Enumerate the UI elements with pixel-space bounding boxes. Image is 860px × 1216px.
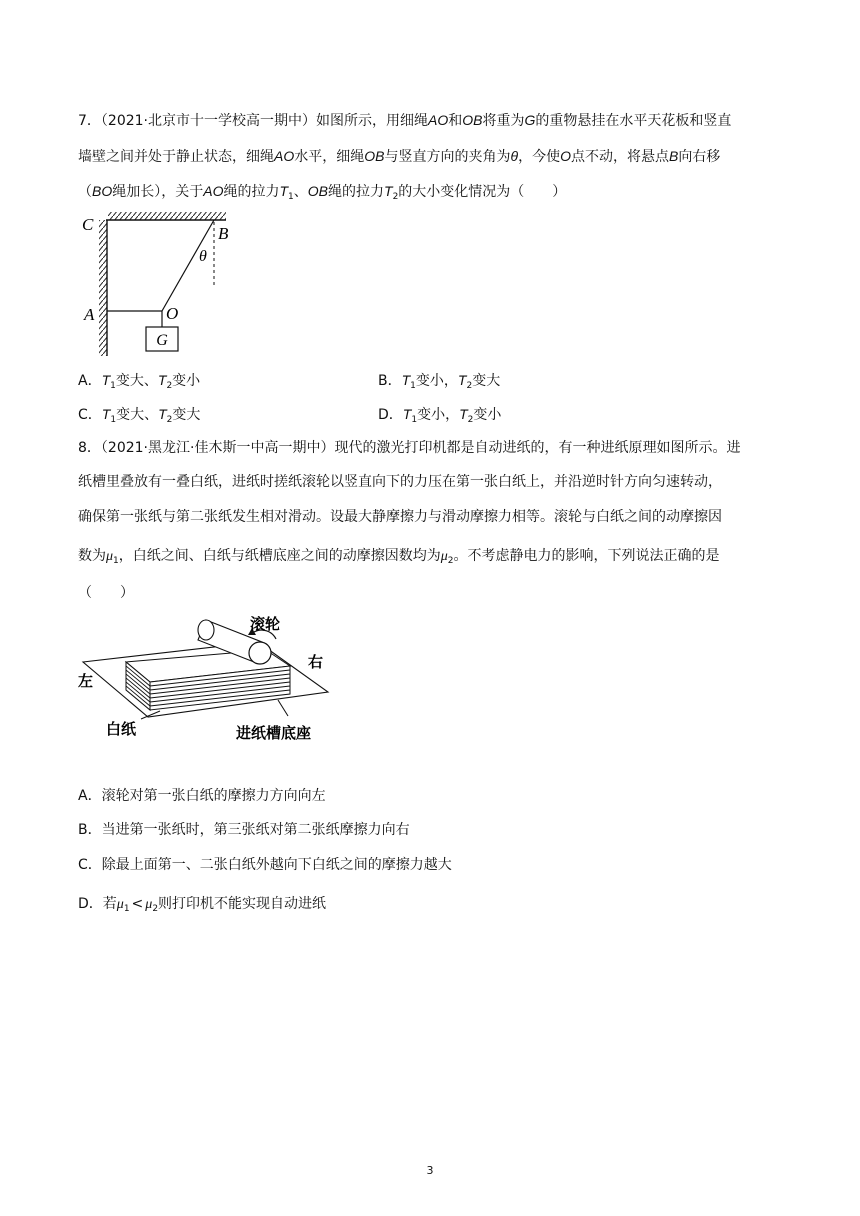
label-theta: θ <box>199 248 207 265</box>
q7-option-c[interactable]: C．$T_1$变大、$T_2$变大 <box>78 406 201 425</box>
q8-line-5: （ ） <box>78 585 134 601</box>
ceiling-hatch <box>108 212 226 220</box>
label-G: G <box>156 332 168 349</box>
label-O: O <box>166 304 179 323</box>
label-left: 左 <box>78 672 94 690</box>
q8-number: 8． <box>78 440 101 456</box>
q8-line-1: 8．（2021·黑龙江·佳木斯一中高一期中）现代的激光打印机都是自动进纸的，有一种进纸原理如图所示。进 <box>78 440 741 456</box>
q8-line-3: 确保第一张纸与第二张纸发生相对滑动。设最大静摩擦力与滑动摩擦力相等。滚轮与白纸之间的动摩擦因 <box>78 509 722 525</box>
q7-number: 7． <box>78 113 101 129</box>
q7-figure <box>78 210 238 358</box>
q8-option-d[interactable]: D．若$\mu_1 < \mu_2$则打印机不能实现自动进纸 <box>78 896 327 914</box>
q8-figure <box>78 612 338 744</box>
q8-source: （2021·黑龙江·佳木斯一中高一期中） <box>100 440 335 456</box>
label-paper: 白纸 <box>106 720 137 738</box>
label-roller: 滚轮 <box>250 615 281 633</box>
wall-hatch <box>99 220 107 356</box>
leader-base <box>278 700 288 716</box>
rope-OB <box>162 220 214 311</box>
q7-option-d[interactable]: D．$T_1$变小，$T_2$变小 <box>378 406 502 425</box>
q7-line-3: （BO绳加长），关于AO绳的拉力$T_1$、OB绳的拉力$T_2$的大小变化情况为（ ） <box>78 183 567 202</box>
q7-line-2: 墙壁之间并处于静止状态，细绳AO水平，细绳OB与竖直方向的夹角为θ，今使O点不动，将悬点B向右移 <box>78 148 721 165</box>
label-right: 右 <box>308 653 324 671</box>
q7-option-b[interactable]: B．$T_1$变小，$T_2$变大 <box>378 372 501 391</box>
label-base: 进纸槽底座 <box>236 724 312 742</box>
q8-option-c[interactable]: C．除最上面第一、二张白纸外越向下白纸之间的摩擦力越大 <box>78 857 452 873</box>
page-number: 3 <box>426 1164 434 1177</box>
label-B: B <box>218 224 229 243</box>
label-C: C <box>82 215 94 234</box>
q7-option-a[interactable]: A．$T_1$变大、$T_2$变小 <box>78 372 201 391</box>
q7-line-1: 7．（2021·北京市十一学校高一期中）如图所示，用细绳AO和OB将重为G的重物悬挂在水平天花板和竖直 <box>78 112 732 129</box>
q8-option-a[interactable]: A．滚轮对第一张白纸的摩擦力方向向左 <box>78 788 326 804</box>
q7-source: （2021·北京市十一学校高一期中） <box>100 113 317 129</box>
label-A: A <box>84 305 95 324</box>
q8-line-4: 数为$\mu_1$，白纸之间、白纸与纸槽底座之间的动摩擦因数均为$\mu_2$。不考虑静电力的影响，下列说法正确的是 <box>78 548 720 566</box>
q8-option-b[interactable]: B．当进第一张纸时，第三张纸对第二张纸摩擦力向右 <box>78 822 410 838</box>
q8-line-2: 纸槽里叠放有一叠白纸，进纸时搓纸滚轮以竖直向下的力压在第一张白纸上，并沿逆时针方向匀速转动， <box>78 474 722 490</box>
